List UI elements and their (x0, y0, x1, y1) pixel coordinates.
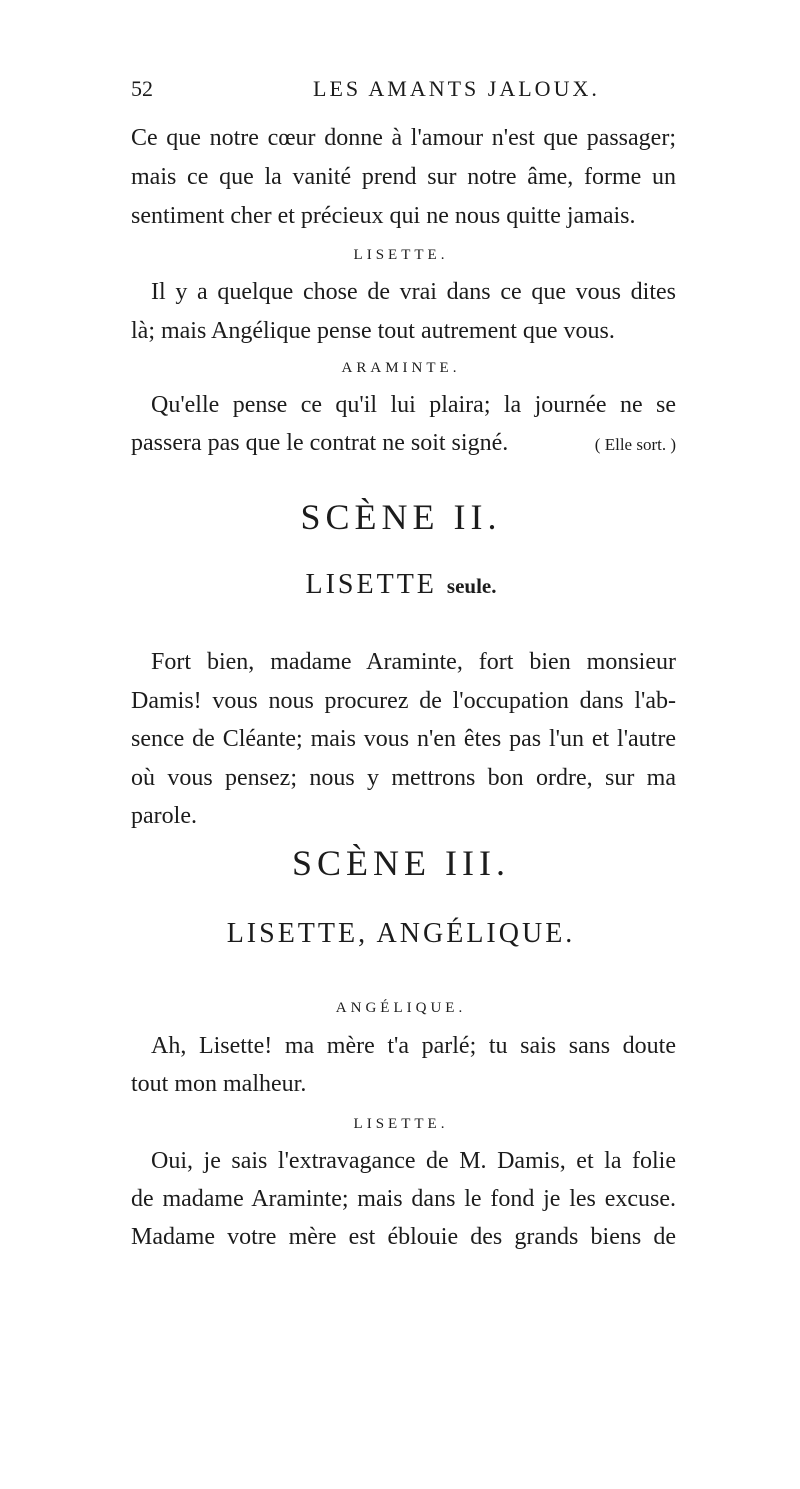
text-line: sentiment cher et précieux qui ne nous quitte jamais. (131, 203, 636, 229)
text-line: Il y a quelque chose de vrai dans ce que vous dites (151, 279, 676, 305)
page-header (131, 76, 671, 106)
scene-characters: LISETTE, ANGÉLIQUE. (226, 918, 576, 949)
text-line: là; mais Angélique pense tout autrement que vous. (131, 318, 615, 344)
text-line: Qu'elle pense ce qu'il lui plaira; la journée ne se (151, 392, 676, 418)
text-line: tout mon malheur. (131, 1071, 307, 1097)
text-line-content: passera pas que le contrat ne soit signé. (131, 430, 509, 456)
speaker-name: ARAMINTE. (341, 360, 461, 376)
page-number: 52 (131, 76, 153, 101)
text-line: parole. (131, 803, 197, 829)
text-line: Ce que notre cœur donne à l'amour n'est que passager; (131, 125, 676, 151)
speaker-name: LISETTE. (353, 1116, 449, 1132)
scene-title: SCÈNE III. (292, 843, 510, 883)
text-line: Oui, je sais l'extravagance de M. Damis, et la folie (151, 1148, 676, 1174)
speaker-name: ANGÉLIQUE. (335, 1000, 467, 1016)
text-line: Fort bien, madame Araminte, fort bien monsieur (151, 649, 676, 675)
running-title: LES AMANTS JALOUX. (313, 76, 600, 101)
scene-title: SCÈNE II. (300, 497, 502, 537)
text-line: où vous pensez; nous y mettrons bon ordre, sur ma (131, 765, 676, 791)
text-line: Madame votre mère est éblouie des grands biens de (131, 1224, 676, 1250)
text-line: de madame Araminte; mais dans le fond je les excuse. (131, 1186, 676, 1212)
text-line (131, 427, 676, 459)
stage-direction: ( Elle sort. ) (594, 435, 676, 454)
speaker-name: LISETTE. (353, 247, 449, 263)
text-line: Damis! vous nous procurez de l'occupation dans l'ab- (131, 688, 676, 714)
character-note: seule. (446, 574, 497, 598)
text-line: Ah, Lisette! ma mère t'a parlé; tu sais sans doute (151, 1033, 676, 1059)
character-name: LISETTE (305, 569, 437, 600)
text-line: sence de Cléante; mais vous n'en êtes pas l'un et l'autre (131, 726, 676, 752)
text-line: mais ce que la vanité prend sur notre âme, forme un (131, 164, 676, 190)
scene-characters (131, 569, 671, 601)
